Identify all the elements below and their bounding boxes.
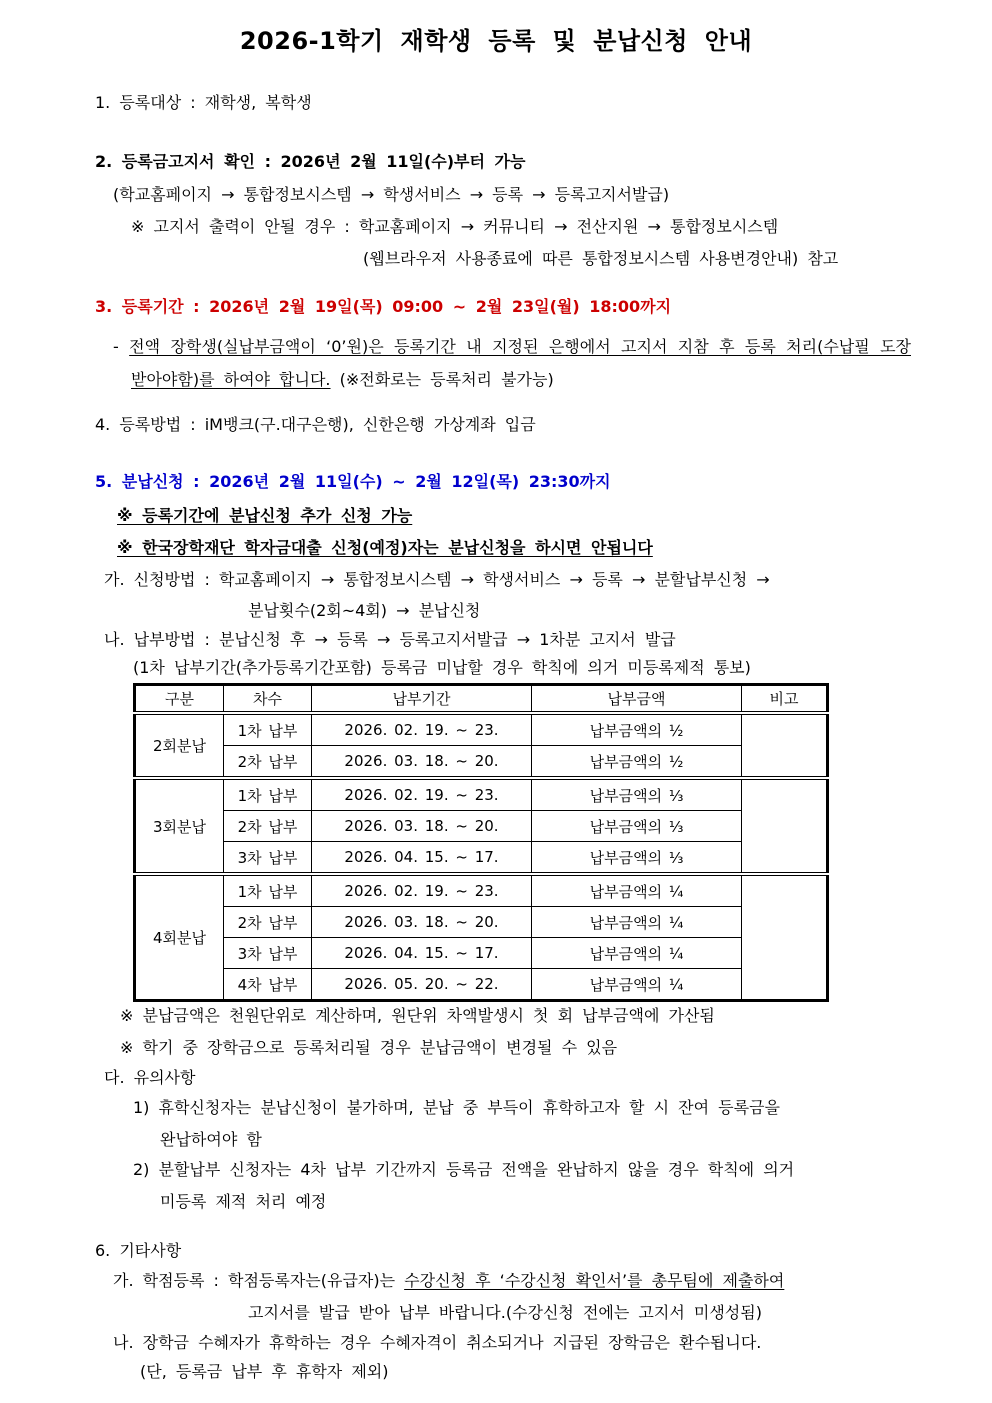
amount-cell: 납부금액의 ⅓: [532, 842, 742, 875]
section-3-tail-text: (※전화로는 등록처리 불가능): [330, 370, 554, 389]
caution-1-line-1: 1) 휴학신청자는 분납신청이 불가하며, 분납 중 부득이 휴학하고자 할 시 잔여 등록금을: [133, 1098, 780, 1117]
period-cell: 2026. 03. 18. ~ 20.: [312, 746, 532, 779]
section-5-payment-line-2: (1차 납부기간(추가등록기간포함) 등록금 미납할 경우 학칙에 의거 미등록제적 통보): [133, 658, 751, 677]
period-cell: 2026. 02. 19. ~ 23.: [312, 778, 532, 811]
section-6-credit-line-2: 고지서를 발급 받아 납부 바랍니다.(수강신청 전에는 고지서 미생성됨): [248, 1303, 762, 1322]
period-cell: 2026. 05. 20. ~ 22.: [312, 969, 532, 1001]
header-payment-amount: 납부금액: [532, 685, 742, 714]
table-row: [135, 746, 828, 779]
table-row: [135, 969, 828, 1001]
installment-cell: 1차 납부: [224, 713, 312, 746]
group-cell: 2회분납: [135, 713, 224, 778]
amount-cell: 납부금액의 ¼: [532, 907, 742, 938]
group-cell: 3회분납: [135, 778, 224, 874]
table-row: [135, 778, 828, 811]
installment-cell: 4차 납부: [224, 969, 312, 1001]
period-cell: 2026. 03. 18. ~ 20.: [312, 811, 532, 842]
section-2-browser-note: (웹브라우저 사용종료에 따른 통합정보시스템 사용변경안내) 참고: [363, 249, 839, 268]
section-2-print-note: ※ 고지서 출력이 안될 경우 : 학교홈페이지 → 커뮤니티 → 전산지원 → 통합정보시스템: [131, 217, 779, 236]
caution-2-line-1: 2) 분할납부 신청자는 4차 납부 기간까지 등록금 전액을 완납하지 않을 경우 학칙에 의거: [133, 1160, 795, 1179]
dash-marker: -: [113, 337, 130, 356]
section-6-heading: 6. 기타사항: [95, 1241, 182, 1260]
amount-cell: 납부금액의 ¼: [532, 938, 742, 969]
table-row: [135, 811, 828, 842]
section-6-credit-line-1: [113, 1271, 784, 1291]
period-cell: 2026. 02. 19. ~ 23.: [312, 713, 532, 746]
period-cell: 2026. 04. 15. ~ 17.: [312, 842, 532, 875]
header-note: 비고: [742, 685, 828, 714]
table-row: [135, 938, 828, 969]
amount-cell: 납부금액의 ½: [532, 713, 742, 746]
caution-2-line-2: 미등록 제적 처리 예정: [160, 1192, 327, 1211]
note-cell: [742, 874, 828, 1001]
section-5-payment-line-1: 나. 납부방법 : 분납신청 후 → 등록 → 등록고지서발급 → 1차분 고지서 발급: [104, 630, 676, 649]
page-title: 2026-1학기 재학생 등록 및 분납신청 안내: [239, 27, 753, 55]
amount-cell: 납부금액의 ⅓: [532, 778, 742, 811]
installment-cell: 3차 납부: [224, 842, 312, 875]
section-3-underlined-text: 전액 장학생(실납부금액이 ‘0’원)은 등록기간 내 지정된 은행에서 고지서 지참 후 등록 처리(수납필 도장 받아야함)를 하여야 합니다.: [129, 337, 911, 389]
section-5-method-line-2: 분납횟수(2회~4회) → 분납신청: [248, 601, 481, 620]
section-5-note-loan: ※ 한국장학재단 학자금대출 신청(예정)자는 분납신청을 하시면 안됩니다: [117, 538, 653, 557]
group-cell: 4회분납: [135, 874, 224, 1001]
section-6-scholarship-line-2: (단, 등록금 납부 후 휴학자 제외): [140, 1362, 389, 1381]
amount-cell: 납부금액의 ½: [532, 746, 742, 779]
period-cell: 2026. 03. 18. ~ 20.: [312, 907, 532, 938]
table-row: [135, 874, 828, 907]
section-5-heading: 5. 분납신청 : 2026년 2월 11일(수) ~ 2월 12일(목) 23:30까지: [95, 472, 611, 491]
header-category: 구분: [135, 685, 224, 714]
section-2-path-line: (학교홈페이지 → 통합정보시스템 → 학생서비스 → 등록 → 등록고지서발급): [113, 185, 670, 204]
installment-cell: 2차 납부: [224, 811, 312, 842]
installment-cell: 1차 납부: [224, 778, 312, 811]
installment-cell: 1차 납부: [224, 874, 312, 907]
installment-schedule-table: [133, 683, 829, 1002]
period-cell: 2026. 02. 19. ~ 23.: [312, 874, 532, 907]
section-4-payment-method: 4. 등록방법 : iM뱅크(구.대구은행), 신한은행 가상계좌 입금: [95, 415, 536, 434]
period-cell: 2026. 04. 15. ~ 17.: [312, 938, 532, 969]
table-row: [135, 713, 828, 746]
caution-heading: 다. 유의사항: [104, 1068, 196, 1087]
section-3-heading: 3. 등록기간 : 2026년 2월 19일(목) 09:00 ~ 2월 23일(월) 18:00까지: [95, 297, 672, 316]
caution-1-line-2: 완납하여야 함: [160, 1130, 262, 1149]
note-cell: [742, 778, 828, 874]
note-cell: [742, 713, 828, 778]
table-row: [135, 842, 828, 875]
header-payment-period: 납부기간: [312, 685, 532, 714]
table-row: [135, 907, 828, 938]
section-1-registration-target: 1. 등록대상 : 재학생, 복학생: [95, 93, 312, 112]
amount-cell: 납부금액의 ¼: [532, 969, 742, 1001]
section-5-note-additional: ※ 등록기간에 분납신청 추가 신청 가능: [117, 506, 413, 525]
table-note-rounding: ※ 분납금액은 천원단위로 계산하며, 원단위 차액발생시 첫 회 납부금액에 가산됨: [120, 1006, 715, 1025]
header-installment-no: 차수: [224, 685, 312, 714]
installment-cell: 2차 납부: [224, 746, 312, 779]
section-6-scholarship-line-1: 나. 장학금 수혜자가 휴학하는 경우 수혜자격이 취소되거나 지급된 장학금은 환수됩니다.: [113, 1333, 762, 1352]
installment-cell: 3차 납부: [224, 938, 312, 969]
credit-prefix: 가. 학점등록 : 학점등록자는(유급자)는: [113, 1271, 405, 1290]
section-3-body: [113, 330, 911, 396]
section-2-heading: 2. 등록금고지서 확인 : 2026년 2월 11일(수)부터 가능: [95, 152, 526, 171]
table-header-row: [135, 685, 828, 714]
section-5-method-line-1: 가. 신청방법 : 학교홈페이지 → 통합정보시스템 → 학생서비스 → 등록 → 분할납부신청 →: [104, 570, 770, 589]
installment-cell: 2차 납부: [224, 907, 312, 938]
amount-cell: 납부금액의 ⅓: [532, 811, 742, 842]
table-note-scholarship: ※ 학기 중 장학금으로 등록처리될 경우 분납금액이 변경될 수 있음: [120, 1038, 618, 1057]
credit-underlined-text: 수강신청 후 ‘수강신청 확인서’를 총무팀에 제출하여: [404, 1271, 785, 1290]
amount-cell: 납부금액의 ¼: [532, 874, 742, 907]
